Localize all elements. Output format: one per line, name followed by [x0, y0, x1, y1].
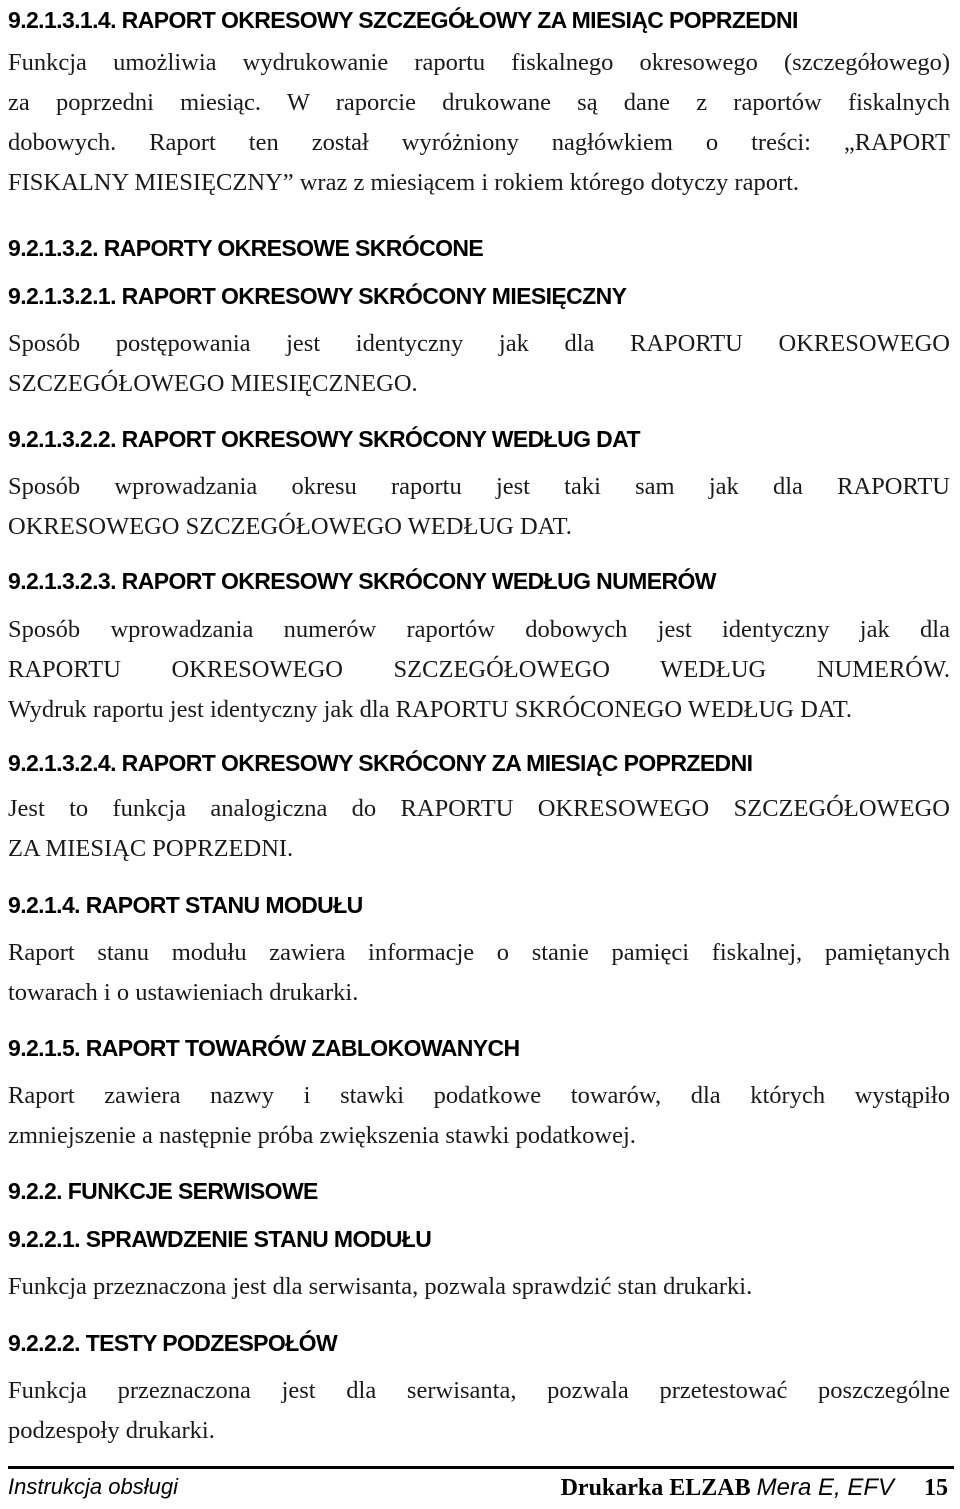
section-paragraph — [8, 1371, 950, 1451]
section-paragraph — [8, 610, 950, 730]
paragraph-line: ZA MIESIĄC POPRZEDNI. — [8, 835, 294, 862]
paragraph-line: Wydruk raportu jest identyczny jak dla RAPORTU SKRÓCONEGO WEDŁUG DAT. — [8, 696, 853, 723]
section-paragraph — [8, 789, 950, 869]
section-paragraph — [8, 933, 950, 1013]
paragraph-line: Raport stanu modułu zawiera informacje o stanie pamięci fiskalnej, pamiętanych — [8, 939, 950, 966]
paragraph-line: Funkcja przeznaczona jest dla serwisanta, pozwala sprawdzić stan drukarki. — [8, 1273, 753, 1300]
paragraph-line: Sposób wprowadzania numerów raportów dobowych jest identyczny jak dla — [8, 616, 950, 643]
section-heading: 9.2.1.5. RAPORT TOWARÓW ZABLOKOWANYCH — [8, 1035, 520, 1061]
paragraph-line: zmniejszenie a następnie próba zwiększenia stawki podatkowej. — [8, 1122, 636, 1149]
section-heading: 9.2.1.4. RAPORT STANU MODUŁU — [8, 892, 363, 918]
section-paragraph — [8, 324, 950, 404]
paragraph-line: za poprzedni miesiąc. W raporcie drukowane są dane z raportów fiskalnych — [8, 89, 950, 116]
section-heading: 9.2.1.3.2.1. RAPORT OKRESOWY SKRÓCONY MIESIĘCZNY — [8, 283, 627, 309]
footer-manual-title: Instrukcja obsługi — [8, 1474, 178, 1499]
section-heading: 9.2.2.1. SPRAWDZENIE STANU MODUŁU — [8, 1226, 432, 1252]
paragraph-line: towarach i o ustawieniach drukarki. — [8, 979, 359, 1006]
page-number: 15 — [924, 1475, 948, 1501]
section-heading: 9.2.1.3.2.2. RAPORT OKRESOWY SKRÓCONY WEDŁUG DAT — [8, 426, 640, 452]
section-paragraph — [8, 43, 950, 203]
paragraph-line: SZCZEGÓŁOWEGO MIESIĘCZNEGO. — [8, 370, 418, 397]
section-heading: 9.2.2. FUNKCJE SERWISOWE — [8, 1178, 318, 1204]
paragraph-line: Sposób postępowania jest identyczny jak dla RAPORTU OKRESOWEGO — [8, 330, 950, 357]
section-heading: 9.2.1.3.2. RAPORTY OKRESOWE SKRÓCONE — [8, 235, 484, 261]
footer-model: Mera E, EFV — [756, 1474, 894, 1501]
footer-brand: Drukarka ELZAB — [560, 1475, 751, 1501]
section-paragraph — [8, 1267, 950, 1307]
section-heading: 9.2.1.3.2.4. RAPORT OKRESOWY SKRÓCONY ZA MIESIĄC POPRZEDNI — [8, 750, 753, 776]
paragraph-line: OKRESOWEGO SZCZEGÓŁOWEGO WEDŁUG DAT. — [8, 513, 572, 540]
paragraph-line: Funkcja umożliwia wydrukowanie raportu fiskalnego okresowego (szczegółowego) — [8, 49, 950, 76]
paragraph-line: FISKALNY MIESIĘCZNY” wraz z miesiącem i rokiem którego dotyczy raport. — [8, 169, 800, 196]
paragraph-line: Raport zawiera nazwy i stawki podatkowe towarów, dla których wystąpiło — [8, 1082, 950, 1109]
section-heading: 9.2.1.3.2.3. RAPORT OKRESOWY SKRÓCONY WEDŁUG NUMERÓW — [8, 568, 716, 594]
paragraph-line: podzespoły drukarki. — [8, 1417, 215, 1444]
section-heading: 9.2.1.3.1.4. RAPORT OKRESOWY SZCZEGÓŁOWY ZA MIESIĄC POPRZEDNI — [8, 7, 798, 33]
paragraph-line: Jest to funkcja analogiczna do RAPORTU OKRESOWEGO SZCZEGÓŁOWEGO — [8, 795, 950, 822]
section-heading: 9.2.2.2. TESTY PODZESPOŁÓW — [8, 1330, 338, 1356]
paragraph-line: Funkcja przeznaczona jest dla serwisanta, pozwala przetestować poszczególne — [8, 1377, 950, 1404]
paragraph-line: dobowych. Raport ten został wyróżniony nagłówkiem o treści: „RAPORT — [8, 129, 950, 156]
section-paragraph — [8, 467, 950, 547]
section-paragraph — [8, 1076, 950, 1156]
footer-divider — [8, 1466, 954, 1469]
paragraph-line: Sposób wprowadzania okresu raportu jest taki sam jak dla RAPORTU — [8, 473, 950, 500]
paragraph-line: RAPORTU OKRESOWEGO SZCZEGÓŁOWEGO WEDŁUG NUMERÓW. — [8, 656, 950, 683]
footer-product — [561, 1474, 948, 1502]
